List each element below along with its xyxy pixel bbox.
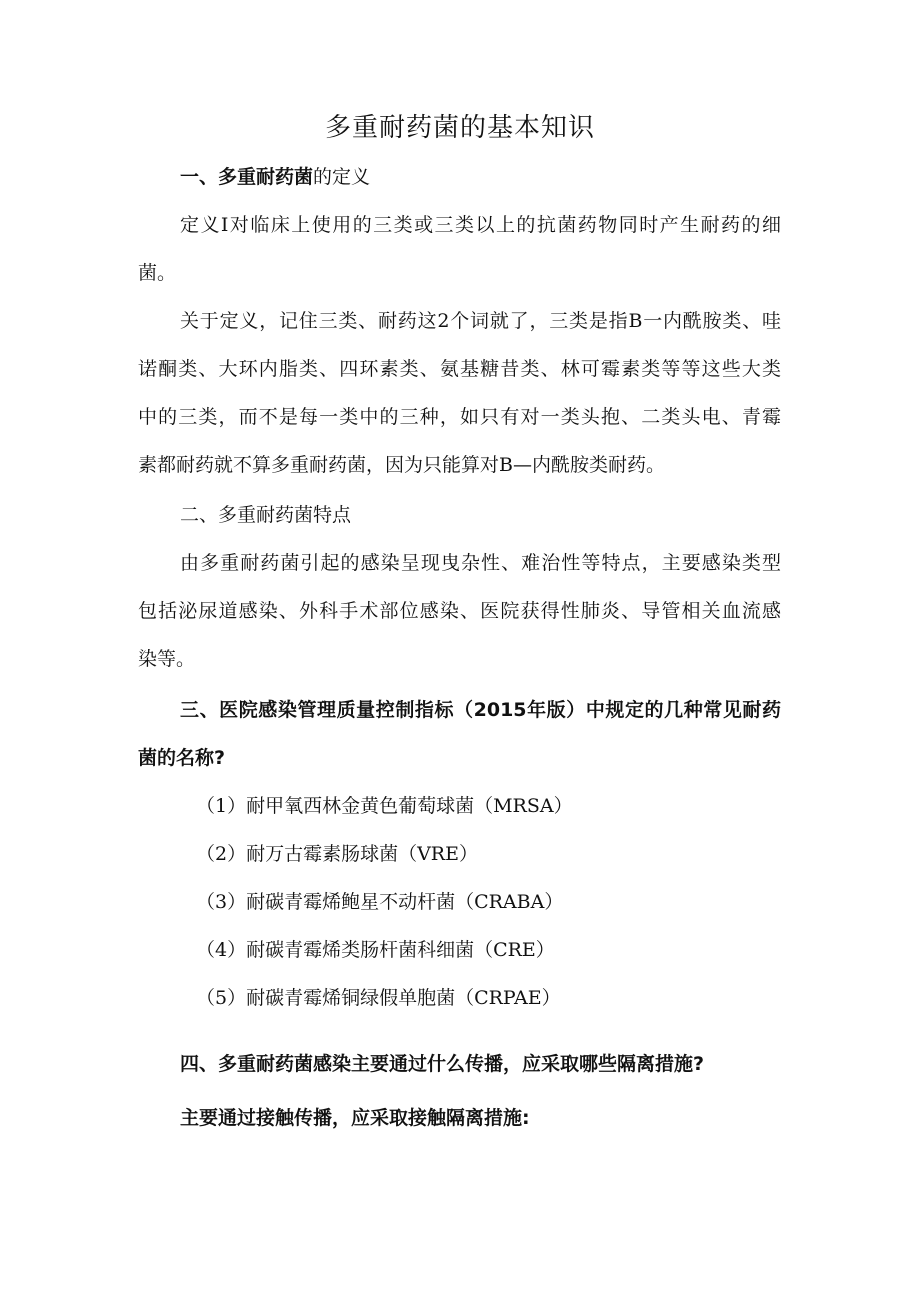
- list-item: （1）耐甲氧西林金黄色葡萄球菌（MRSA）: [196, 795, 573, 817]
- definition-line-1: 定义I对临床上使用的三类或三类以上的抗菌药物同时产生耐药的细: [180, 214, 781, 236]
- section3-heading-line-2: 菌的名称?: [138, 747, 226, 769]
- note-line-4: 素都耐药就不算多重耐药菌，因为只能算对B—内酰胺类耐药。: [138, 454, 665, 476]
- section2-body-line-1: 由多重耐药菌引起的感染呈现曳杂性、难治性等特点，主要感染类型: [180, 552, 781, 574]
- list-item: （5）耐碳青霉烯铜绿假单胞菌（CRPAE）: [196, 987, 561, 1009]
- section4-heading: 四、多重耐药菌感染主要通过什么传播，应采取哪些隔离措施?: [180, 1053, 705, 1075]
- definition-line-2: 菌。: [138, 262, 177, 284]
- list-item: （4）耐碳青霉烯类肠杆菌科细菌（CRE）: [196, 939, 555, 961]
- document-title: 多重耐药菌的基本知识: [324, 113, 595, 143]
- section2-body-line-2: 包括泌尿道感染、外科手术部位感染、医院获得性肺炎、导管相关血流感: [138, 600, 781, 622]
- section1-heading-normal: 的定义: [313, 166, 371, 188]
- note-line-3: 中的三类，而不是每一类中的三种，如只有对一类头抱、二类头电、青霉: [138, 406, 781, 428]
- list-item: （2）耐万古霉素肠球菌（VRE）: [196, 843, 478, 865]
- section1-heading-bold: 一、多重耐药菌: [180, 166, 314, 188]
- list-item: （3）耐碳青霉烯鲍星不动杆菌（CRABA）: [196, 891, 564, 913]
- section4-body: 主要通过接触传播，应采取接触隔离措施:: [180, 1107, 530, 1129]
- section3-heading-line-1: 三、医院感染管理质量控制指标（2015年版）中规定的几种常见耐药: [180, 699, 781, 721]
- note-line-2: 诺酮类、大环内脂类、四环素类、氨基糖昔类、林可霉素类等等这些大类: [138, 358, 781, 380]
- section2-body-line-3: 染等。: [138, 648, 196, 670]
- section2-heading: 二、多重耐药菌特点: [180, 504, 352, 526]
- note-line-1: 关于定义，记住三类、耐药这2个词就了，三类是指B一内酰胺类、哇: [180, 310, 781, 332]
- section1-heading: [180, 164, 370, 190]
